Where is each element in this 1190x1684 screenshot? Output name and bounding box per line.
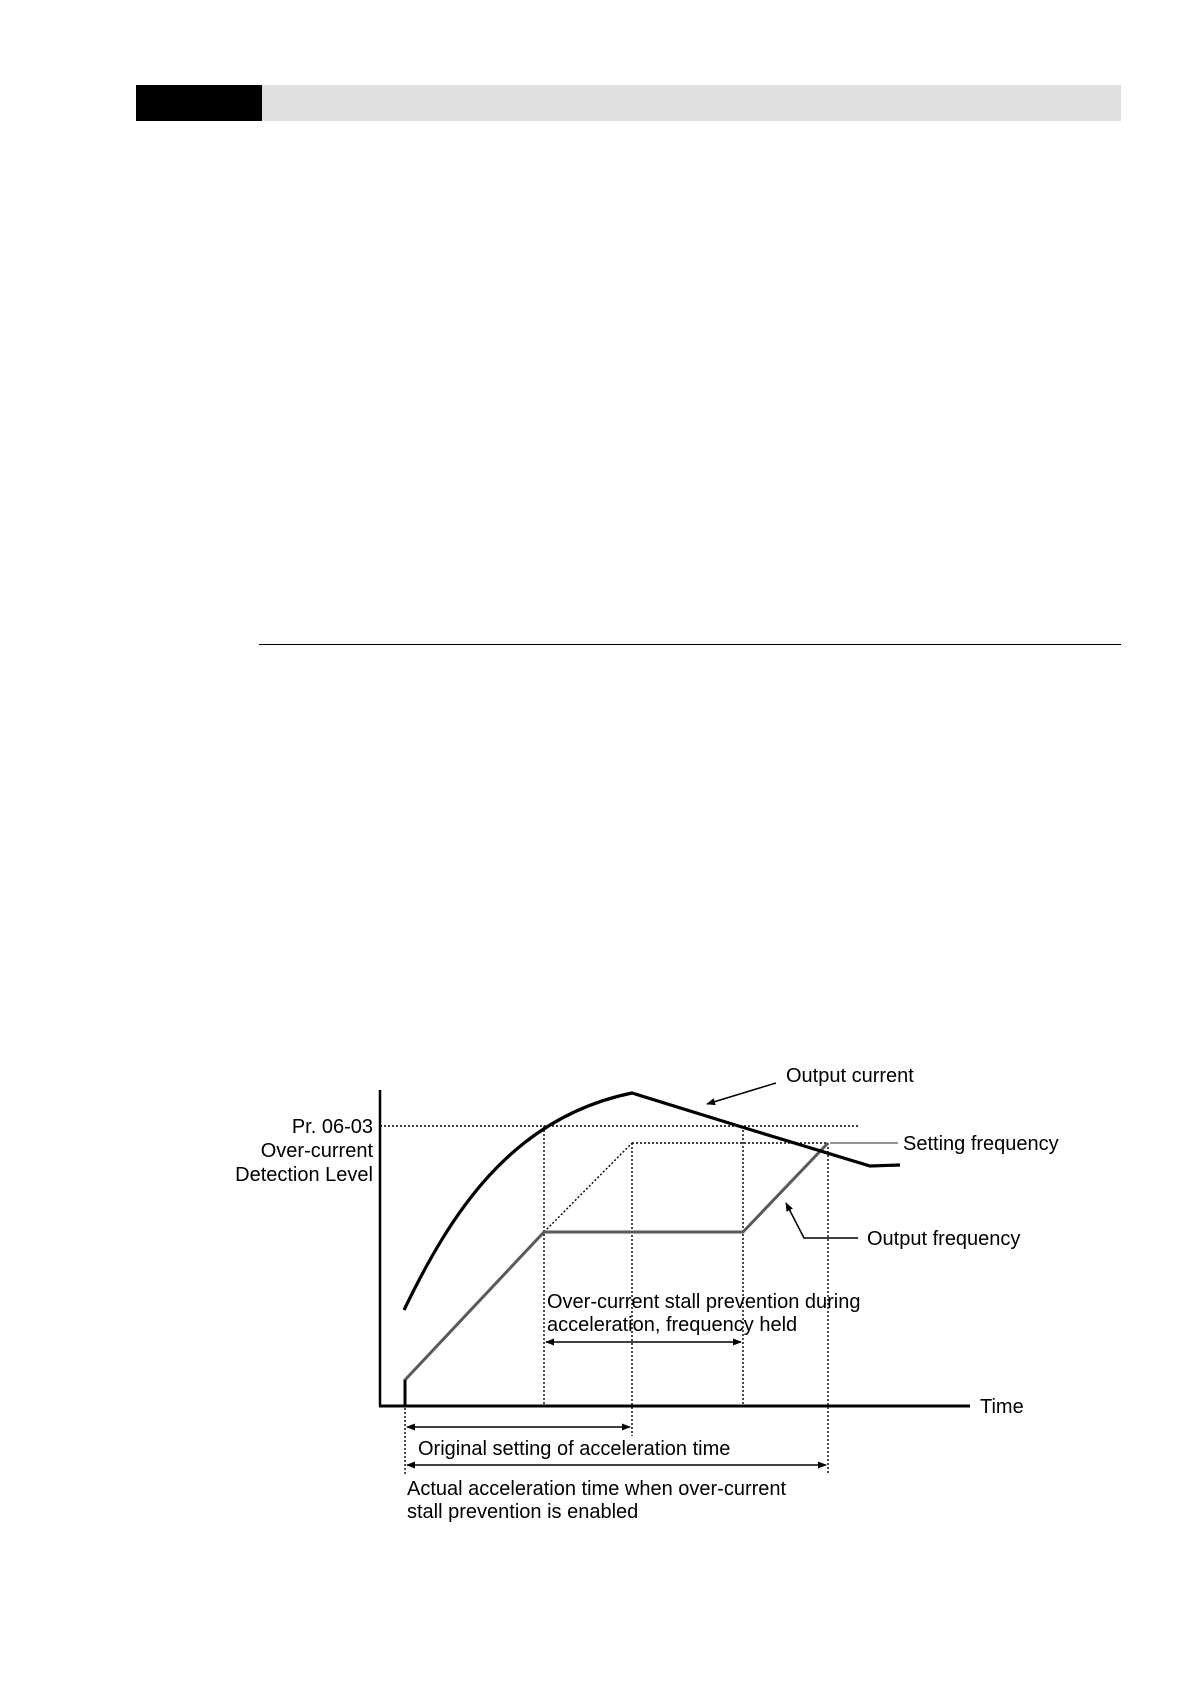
detection-level-label-2: Over-current bbox=[260, 1140, 373, 1162]
original-accel-label: Original setting of acceleration time bbox=[418, 1438, 731, 1460]
output-frequency-pointer bbox=[786, 1203, 858, 1238]
actual-accel-label-2: stall prevention is enabled bbox=[407, 1501, 639, 1523]
stall-prevention-label-1: Over-current stall prevention during bbox=[547, 1291, 861, 1313]
detection-level-label-1: Pr. 06-03 bbox=[291, 1116, 373, 1138]
original-accel-ramp bbox=[544, 1143, 632, 1232]
time-axis-label: Time bbox=[980, 1396, 1024, 1418]
output-current-label: Output current bbox=[786, 1065, 914, 1087]
output-frequency-curve bbox=[405, 1143, 828, 1406]
output-frequency-label: Output frequency bbox=[867, 1228, 1021, 1250]
stall-prevention-label-2: acceleration, frequency held bbox=[547, 1314, 798, 1336]
output-current-pointer bbox=[707, 1083, 776, 1104]
detection-level-label-3: Detection Level bbox=[235, 1164, 373, 1186]
actual-accel-label-1: Actual acceleration time when over-current bbox=[407, 1478, 787, 1500]
setting-frequency-label: Setting frequency bbox=[903, 1133, 1059, 1155]
